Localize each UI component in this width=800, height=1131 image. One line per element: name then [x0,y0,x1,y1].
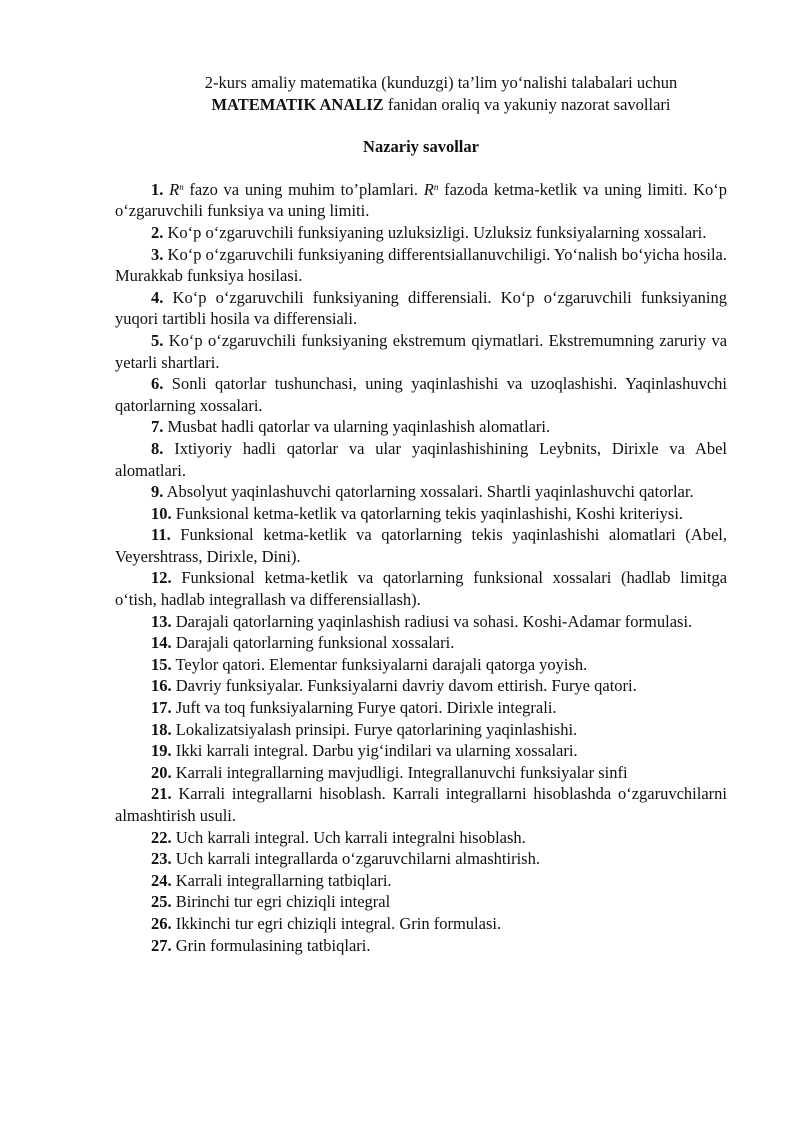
question-text: Grin formulasining tatbiqlari. [175,935,371,955]
question-text: Sonli qatorlar tushunchasi, uning yaqinlashishi va uzoqlashishi. Yaqinlashuvchi qatorlarning xossalari. [115,374,727,415]
question-text: Ko‘p o‘zgaruvchili funksiyaning uzluksizligi. Uzluksiz funksiyalarning xossalari. [167,222,707,242]
question-text: Lokalizatsiyalash prinsipi. Furye qatorlarining yaqinlashishi. [175,719,578,739]
question-item [115,632,727,654]
subject-name: MATEMATIK ANALIZ [211,94,384,114]
rn-symbol: $R^n$ [423,179,439,199]
question-item [115,222,727,244]
question-item [115,373,727,416]
question-number: 23. [151,849,172,869]
question-item [115,783,727,826]
question-number: 14. [151,633,172,653]
question-item [115,891,727,913]
question-number: 9. [151,482,164,502]
question-text: Darajali qatorlarning yaqinlashish radiusi va sohasi. Koshi-Adamar formulasi. [175,611,693,631]
question-item [115,287,727,330]
question-number: 19. [151,741,172,761]
question-item [115,567,727,610]
question-number: 27. [151,935,172,955]
question-text: Funksional ketma-ketlik va qatorlarning tekis yaqinlashishi, Koshi kriteriysi. [175,503,684,523]
question-item [115,762,727,784]
question-item [115,870,727,892]
document-page [115,72,727,956]
question-number: 26. [151,913,172,933]
question-item [115,935,727,957]
header-line-2 [155,94,727,116]
question-item [115,675,727,697]
question-item [115,416,727,438]
question-item [115,913,727,935]
question-item [115,740,727,762]
question-text: Darajali qatorlarning funksional xossalari. [175,633,455,653]
question-text: Ixtiyoriy hadli qatorlar va ular yaqinlashishining Leybnits, Dirixle va Abel alomatlari. [115,438,728,480]
question-number: 6. [151,374,164,394]
question-number: 12. [151,568,172,588]
question-item [115,697,727,719]
question-list [115,179,727,956]
question-number: 1. [151,179,164,199]
question-text: Ko‘p o‘zgaruvchili funksiyaning differentsiallanuvchiligi. Yo‘nalish bo‘yicha hosila. Murakkab funksiya hosilasi. [115,244,727,286]
question-text: Ikki karrali integral. Darbu yig‘indilari va ularning xossalari. [175,741,578,761]
question-number: 17. [151,698,172,718]
question-text: Ikkinchi tur egri chiziqli integral. Grin formulasi. [175,913,502,933]
question-number: 13. [151,611,172,631]
question-number: 5. [151,330,164,350]
question-number: 25. [151,892,172,912]
question-text: Uch karrali integral. Uch karrali integralni hisoblash. [175,827,526,847]
question-number: 11. [151,525,171,545]
question-number: 10. [151,503,172,523]
question-text: Juft va toq funksiyalarning Furye qatori. Dirixle integrali. [175,698,557,718]
question-text: Uch karrali integrallarda o‘zgaruvchilarni almashtirish. [175,849,540,869]
header-line-2-rest: fanidan oraliq va yakuniy nazorat savollari [383,94,671,114]
header-line-1: 2-kurs amaliy matematika (kunduzgi) ta’lim yo‘nalishi talabalari uchun [204,73,678,92]
question-text: Absolyut yaqinlashuvchi qatorlarning xossalari. Shartli yaqinlashuvchi qatorlar. [166,482,694,502]
question-text: Karrali integrallarni hisoblash. Karrali integrallarni hisoblashda o‘zgaruvchilarni almashtirish usuli. [115,784,728,825]
question-text: Ko‘p o‘zgaruvchili funksiyaning differensiali. Ko‘p o‘zgaruvchili funksiyaning yuqori tartibli hosila va differensiali. [115,287,728,329]
question-number: 20. [151,762,172,782]
question-item [115,330,727,373]
question-item [115,244,727,287]
question-item [115,438,727,481]
question-item [115,848,727,870]
question-text: Musbat hadli qatorlar va ularning yaqinlashish alomatlari. [167,417,551,437]
question-number: 2. [151,222,164,242]
question-text: Teylor qatori. Elementar funksiyalarni darajali qatorga yoyish. [175,654,588,674]
question-number: 24. [151,870,172,890]
question-number: 8. [151,438,164,458]
question-number: 7. [151,417,164,437]
question-item [115,719,727,741]
section-title: Nazariy savollar [363,137,479,157]
question-text: Ko‘p o‘zgaruvchili funksiyaning ekstremum qiymatlari. Ekstremumning zaruriy va yetarli shartlari. [115,330,728,372]
question-number: 4. [151,287,164,307]
question-text: Funksional ketma-ketlik va qatorlarning funksional xossalari (hadlab limitga o‘tish, hadlab integrallash va differensiallash). [115,568,728,610]
question-item [115,503,727,525]
question-number: 22. [151,827,172,847]
question-text: Funksional ketma-ketlik va qatorlarning tekis yaqinlashishi alomatlari (Abel, Veyershtrass, Dirixle, Dini). [115,525,728,566]
question-number: 15. [151,654,172,674]
question-number: 18. [151,719,172,739]
question-item [115,481,727,503]
question-item: 1. $R^n$ fazo va uning muhim to’plamlari. $R^n$ fazoda ketma-ketlik va uning limiti. Ko‘p o‘zgaruvchili funksiya va uning limiti. [115,179,728,221]
question-item [115,524,727,567]
question-number: 16. [151,676,172,696]
question-item [115,611,727,633]
question-text: Birinchi tur egri chiziqli integral [175,892,391,912]
question-text: Davriy funksiyalar. Funksiyalarni davriy davom ettirish. Furye qatori. [175,676,637,696]
question-text: Karrali integrallarning mavjudligi. Integrallanuvchi funksiyalar sinfi [175,762,628,782]
question-text: Karrali integrallarning tatbiqlari. [175,870,392,890]
question-item [115,654,727,676]
question-number: 3. [151,244,164,264]
question-item [115,827,727,849]
question-number: 21. [151,784,172,804]
rn-symbol: $R^n$ [169,179,184,199]
